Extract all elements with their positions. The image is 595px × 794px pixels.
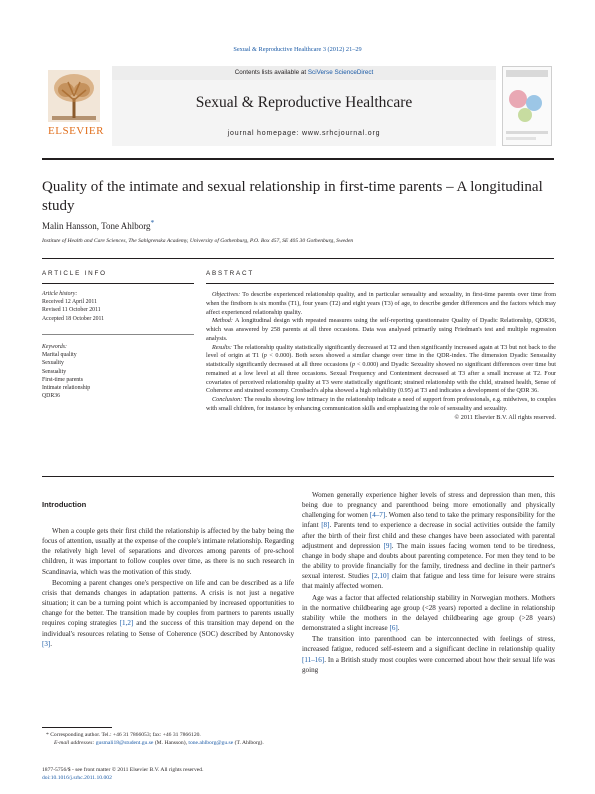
paragraph-text: .: [397, 624, 400, 633]
contents-prefix: Contents lists available at: [234, 69, 308, 76]
p-value-symbol: p: [351, 361, 356, 368]
issn-line: 1877-5756/$ - see front matter © 2011 Elsevier B.V. All rights reserved.: [42, 767, 204, 773]
history-received: Received 12 April 2011: [42, 299, 98, 306]
paragraph-text: Women generally experience higher levels of stress and depression than men, this being due to pregnancy and parenthood being more emotionally and physically challenging for women: [302, 491, 555, 520]
paragraph-text: Age was a factor that affected relationship stability in Norwegian mothers. Mothers in the normative childbearing age group (<28 years) reported a decline in relationship stability while the mothers in the delayed childbearing age group (>28 years) demonstrated a slight increase: [302, 593, 555, 633]
history-label: Article history:: [42, 291, 78, 297]
corresponding-author-note: * Corresponding author. Tel.: +46 31 7866053; fax: +46 31 7866120.: [46, 732, 201, 738]
masthead-rule: [42, 158, 554, 160]
keyword-item: Sensuality: [42, 368, 67, 375]
email-owner: (T. Ahlborg).: [233, 739, 264, 746]
body-paragraph: When a couple gets their first child the relationship is affected by the baby being the focus of attention, usually at the expense of the couple's intimate relationship. Regarding the relatively high level of separations and divorces among parents of pre-school children, it was important to follow couples over time, as there is no such research in Scandinavia, which was the motivation of this study.: [42, 527, 294, 576]
email-link[interactable]: tone.ahlborg@gu.se: [188, 739, 234, 746]
objectives-label: Objectives:: [212, 291, 241, 298]
results-text: < 0.000). Both sexes showed a similar change over time in the QDR-index. The dimension Dyadic Sensuality statistically significantly decreased at all three occasions (: [206, 352, 556, 368]
results-text: The relationship quality statistically significantly decreased at T2 and then significantly increased again at T3 but not back to the level of origin at T1 (: [206, 343, 556, 360]
article-title: Quality of the intimate and sexual relationship in first-time parents – A longitudinal study: [42, 179, 543, 214]
keyword-item: First-time parents: [42, 376, 84, 383]
body-right-column: [302, 490, 555, 676]
journal-homepage: [112, 130, 496, 137]
history-rule: [42, 334, 194, 335]
keyword-item: Intimate relationship: [42, 385, 91, 392]
publication-info: [42, 767, 294, 782]
abstract-method: [206, 317, 556, 343]
body-paragraph: [302, 593, 555, 634]
history-accepted: Accepted 18 October 2011: [42, 315, 105, 322]
article-info-rule: [42, 283, 194, 284]
abstract-rule: [206, 283, 554, 284]
elsevier-tree-icon: [48, 70, 100, 122]
affiliation: Institute of Health and Care Sciences, The Sahlgrenska Academy, University of Gothenburg, P.O. Box 457, SE 405 30 Gothenburg, Sweden: [42, 238, 354, 244]
p-value-symbol: p: [263, 352, 267, 360]
citation-link[interactable]: [11–16]: [302, 655, 325, 664]
results-label: Results:: [212, 343, 232, 351]
body-paragraph: [302, 634, 555, 675]
keyword-item: Sexuality: [42, 360, 64, 367]
article-history: [42, 290, 194, 323]
conclusion-label: Conclusion:: [212, 396, 243, 403]
homepage-url[interactable]: www.srhcjournal.org: [302, 130, 381, 137]
journal-title: Sexual & Reproductive Healthcare: [195, 94, 413, 111]
footnote: [42, 732, 294, 747]
citation-link[interactable]: [1,2]: [119, 619, 134, 628]
paragraph-text: . The main issues facing women tend to be tiredness, change in body shape and doubts about parenting competence. For men they tend to be the ability to provide financially for the family, tiredness and decline in their partner's sexual interest. Studies: [302, 541, 556, 581]
paragraph-text: The transition into parenthood can be interconnected with feelings of stress, increased fatigue, reduced self-esteem and a significant decline in relationship quality: [302, 635, 555, 654]
body-paragraph: [302, 490, 555, 592]
conclusion-text: The results showing low intimacy in the relationship indicate a need of support from professionals, e.g. midwives, to couples with small children, for instance by enhancing communication skills and emphasizing the role of sensuality and sexuality.: [206, 396, 556, 412]
sciverse-link[interactable]: SciVerse ScienceDirect: [307, 69, 374, 76]
journal-cover-thumbnail[interactable]: [502, 66, 552, 146]
email-line: [42, 740, 294, 748]
email-link[interactable]: gusmali18@student.gu.se: [95, 739, 154, 746]
paragraph-text: Becoming a parent changes one's perspective on life and can be described as a life crisis that demands changes in adaptation patterns. A crisis is not just a negative situation; it can be a turning point which is accompanied by increased opportunities to change for the better. The transition made by couples from partners to parents usually requires coping strategies: [42, 578, 294, 628]
doi-link[interactable]: doi:10.1016/j.srhc.2011.10.002: [42, 774, 112, 781]
method-label: Method:: [212, 317, 233, 325]
abstract-copyright: © 2011 Elsevier B.V. All rights reserved.: [454, 413, 556, 421]
abstract-conclusion: [206, 396, 556, 414]
paragraph-text: claim that fatigue and less time for leisure were strains that mainly affected women.: [302, 572, 555, 591]
email-label: E-mail addresses:: [54, 739, 95, 746]
article-info-heading: ARTICLE INFO: [42, 270, 107, 277]
results-text: < 0.000) and Dyadic Sexuality showed no significant differences over time but remained at a low level at all three occasions. Sexual Frequency and Contentment decreased at T3 after a small increase at T2. Four covariates of perceived relationship quality at T3 were statistically significant; strained relationship with the child, strained health, Sense of Coherence and strained economy. Cronbach's alpha showed a high reliability (0.95) at T3 and indicates a development of the QDR 36.: [206, 361, 556, 395]
citation-link[interactable]: [6]: [389, 624, 398, 633]
paragraph-text: . In a British study most couples were concerned about how their sexual life was going: [302, 655, 555, 674]
keywords: [42, 343, 194, 400]
journal-reference[interactable]: Sexual & Reproductive Healthcare 3 (2012) 21–29: [233, 46, 362, 53]
citation-link[interactable]: [8]: [321, 521, 330, 530]
abstract-results: [206, 344, 556, 397]
footnote-rule: [42, 727, 112, 728]
body-left-column: [42, 526, 294, 650]
paragraph-text: .: [50, 639, 53, 648]
contents-banner: [112, 66, 496, 80]
corresponding-author-mark[interactable]: *: [150, 218, 155, 227]
publisher-name: ELSEVIER: [48, 125, 104, 137]
cover-art-icon: [503, 67, 551, 145]
method-text: A longitudinal design with repeated measures using the self-reporting questionnaire Quality of Dyadic Relationship, QDR36, which was answered by 258 parents at all three occasions. Data was analysed primarily using Friedman's test and multiple regression analysis.: [206, 317, 556, 342]
authors: [42, 218, 154, 231]
abstract-bottom-rule: [42, 476, 554, 477]
body-paragraph: [42, 578, 294, 649]
email-owner: (M. Hansson),: [153, 739, 189, 746]
keyword-item: Marital quality: [42, 352, 77, 359]
paragraph-text: . Women also tend to take the primary responsibility for the infant: [302, 511, 555, 530]
section-heading-introduction: Introduction: [42, 500, 87, 509]
homepage-prefix: journal homepage:: [227, 130, 303, 137]
citation-link[interactable]: [9]: [383, 541, 392, 550]
citation-link[interactable]: [4–7]: [369, 511, 386, 520]
keyword-item: QDR36: [42, 393, 61, 400]
title-rule: [42, 258, 554, 259]
abstract-objectives: [206, 291, 556, 317]
citation-link[interactable]: [3]: [42, 639, 51, 648]
history-revised: Revised 11 October 2011: [42, 307, 101, 314]
citation-link[interactable]: [2,10]: [371, 572, 389, 581]
paragraph-text: and the success of this transition may depend on the individual's resources relating to Sense of Coherence (SOC) described by Antonovsky: [42, 619, 294, 638]
author-names: Malin Hansson, Tone Ahlborg: [42, 221, 151, 231]
abstract-heading: ABSTRACT: [206, 270, 254, 277]
paragraph-text: . Parents tend to experience a decrease in social activities outside the family after the birth of their first child and these changes have been associated with parental adjustment and depression: [302, 521, 556, 550]
keywords-label: Keywords:: [42, 344, 67, 350]
abstract-body: [206, 291, 556, 422]
objectives-text: To describe experienced relationship quality, and in particular sensuality and sexuality, in first-time parents over time from when the firstborn is six months (T1), four years (T2) and eight years (T3) of age, to describe gender differences and the factors which may affect experienced relationship quality.: [206, 291, 556, 316]
